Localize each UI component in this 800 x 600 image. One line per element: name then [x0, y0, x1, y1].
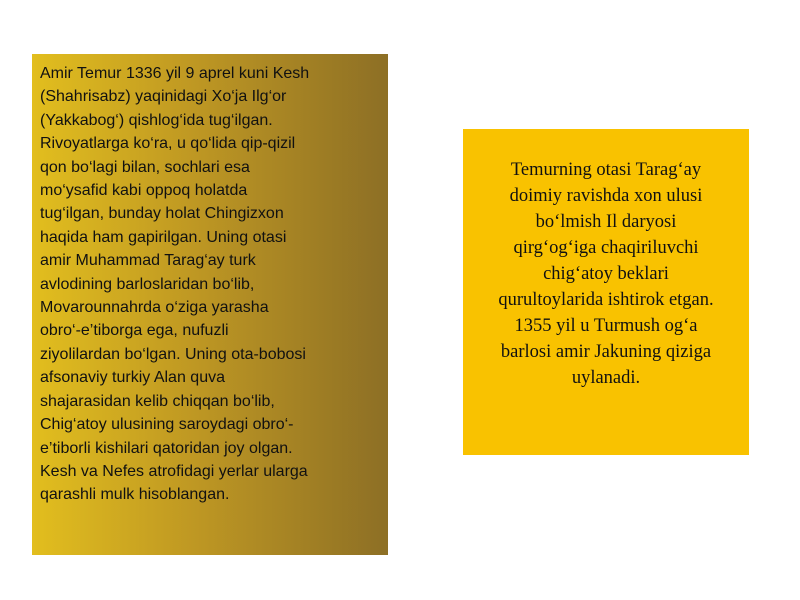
biography-paragraph: Amir Temur 1336 yil 9 aprel kuni Kesh (Shahrisabz) yaqinidagi Xo‘ja Ilg‘or (Yakkabog‘) qishlog‘ida tug‘ilgan. Rivoyatlarga ko‘ra, u qo‘lida qip-qizil qon bo‘lagi bilan, sochlari esa mo‘ysafid kabi oppoq holatda tug‘ilgan, bunday holat Chingizxon haqida ham gapirilgan. Uning otasi amir Muhammad Tarag‘ay turk avlodining barloslaridan bo‘lib, Movarounnahrda o‘ziga yarasha obro‘-e’tiborga ega, nufuzli ziyolilardan bo‘lgan. Uning ota-bobosi afsonaviy turkiy Alan quva shajarasidan kelib chiqqan bo‘lib, Chig‘atoy ulusining saroydagi obro‘- e’tiborli kishilari qatoridan joy olgan. Kesh va Nefes atrofidagi yerlar ularga qarashli mulk hisoblangan. — [40, 65, 310, 504]
left-text-panel — [32, 54, 388, 555]
father-paragraph: Temurning otasi Tarag‘ay doimiy ravishda xon ulusi bo‘lmish Il daryosi qirg‘og‘iga chaqiriluvchi chig‘atoy beklari qurultoylarida ishtirok etgan. 1355 yil u Turmush og‘a barlosi amir Jakuning qiziga uylanadi. — [498, 160, 714, 388]
right-text-panel — [463, 129, 749, 455]
